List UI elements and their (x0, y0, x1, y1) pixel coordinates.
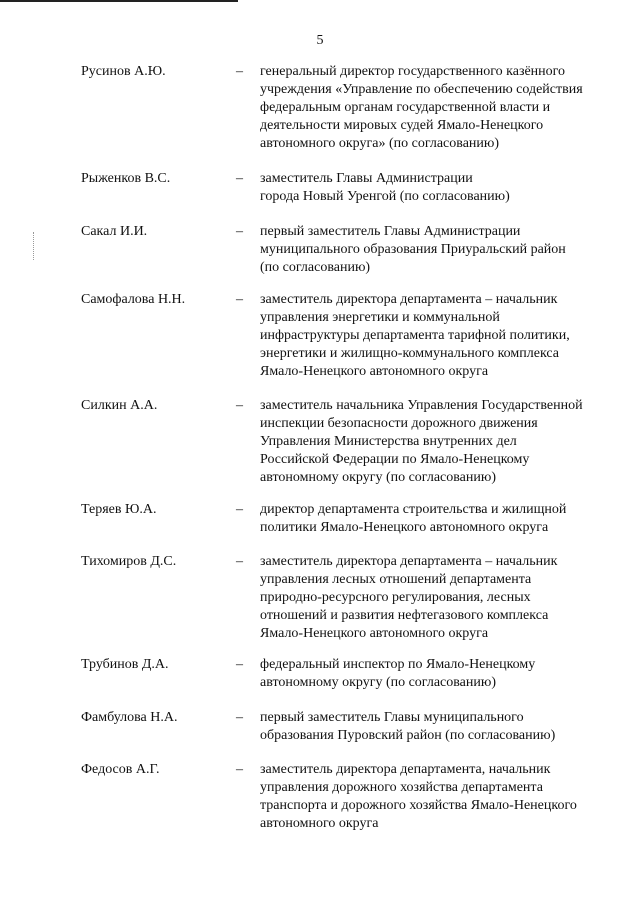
description-line: энергетики и жилищно-коммунального комплекса (260, 346, 560, 361)
description-line: учреждения «Управление по обеспечению содействия (260, 82, 583, 97)
description-line: управления дорожного хозяйства департамента (260, 780, 543, 795)
description-line: заместитель Главы Администрации (260, 171, 473, 186)
person-name: Самофалова Н.Н. (81, 292, 186, 307)
dash-separator: – (236, 224, 243, 239)
page-number: 5 (316, 33, 324, 48)
description-line: управления энергетики и коммунальной (260, 310, 500, 325)
person-name: Рыженков В.С. (81, 171, 171, 186)
position-description (260, 397, 583, 487)
dash-separator: – (236, 657, 243, 672)
description-line: политики Ямало-Ненецкого автономного округа (260, 520, 549, 535)
position-description (260, 656, 535, 692)
dash-separator: – (236, 292, 243, 307)
description-line: инспекции безопасности дорожного движения (260, 416, 538, 431)
person-name: Сакал И.И. (81, 224, 148, 239)
description-line: природно-ресурсного регулирования, лесных (260, 590, 531, 605)
description-line: автономного округа (260, 816, 379, 831)
description-line: (по согласованию) (260, 260, 371, 275)
person-name: Фамбулова Н.А. (81, 710, 178, 725)
description-line: Ямало-Ненецкого автономного округа (260, 364, 489, 379)
dash-separator: – (236, 710, 243, 725)
description-line: транспорта и дорожного хозяйства Ямало-Ненецкого (260, 798, 577, 813)
description-line: образования Пуровский район (по согласованию) (260, 728, 556, 743)
description-line: заместитель директора департамента, начальник (260, 762, 551, 777)
description-line: федеральным органам государственной власти и (260, 100, 551, 115)
person-name: Тихомиров Д.С. (81, 554, 177, 569)
position-description (260, 709, 555, 745)
description-line: Управления Министерства внутренних дел (260, 434, 517, 449)
position-description (260, 170, 510, 206)
person-name: Русинов А.Ю. (81, 64, 166, 79)
dash-separator: – (236, 554, 243, 569)
description-line: Российской Федерации по Ямало-Ненецкому (260, 452, 530, 467)
dash-separator: – (236, 502, 243, 517)
description-line: генеральный директор государственного казённого (260, 64, 566, 79)
description-line: управления лесных отношений департамента (260, 572, 532, 587)
description-line: первый заместитель Главы муниципального (260, 710, 524, 725)
person-name: Теряев Ю.А. (81, 502, 157, 517)
position-description (260, 761, 577, 833)
position-description (260, 63, 583, 153)
description-line: города Новый Уренгой (по согласованию) (260, 189, 510, 204)
person-name: Силкин А.А. (81, 398, 158, 413)
description-line: автономного округа» (по согласованию) (260, 136, 500, 151)
description-line: автономному округу (по согласованию) (260, 675, 496, 690)
description-line: отношений и развития нефтегазового комплекса (260, 608, 549, 623)
position-description (260, 291, 570, 381)
description-line: автономному округу (по согласованию) (260, 470, 496, 485)
description-line: Ямало-Ненецкого автономного округа (260, 626, 489, 641)
description-line: муниципального образования Приуральский район (260, 242, 566, 257)
position-description (260, 501, 566, 537)
dash-separator: – (236, 762, 243, 777)
description-line: инфраструктуры департамента тарифной политики, (260, 328, 570, 343)
description-line: заместитель начальника Управления Государственной (260, 398, 583, 413)
description-line: первый заместитель Главы Администрации (260, 224, 521, 239)
description-line: директор департамента строительства и жилищной (260, 502, 567, 517)
description-line: заместитель директора департамента – начальник (260, 292, 558, 307)
person-name: Трубинов Д.А. (81, 657, 169, 672)
description-line: федеральный инспектор по Ямало-Ненецкому (260, 657, 536, 672)
dash-separator: – (236, 64, 243, 79)
position-description (260, 553, 557, 643)
description-line: заместитель директора департамента – начальник (260, 554, 558, 569)
dash-separator: – (236, 398, 243, 413)
description-line: деятельности мировых судей Ямало-Ненецкого (260, 118, 544, 133)
person-name: Федосов А.Г. (81, 762, 160, 777)
dash-separator: – (236, 171, 243, 186)
position-description (260, 223, 566, 277)
